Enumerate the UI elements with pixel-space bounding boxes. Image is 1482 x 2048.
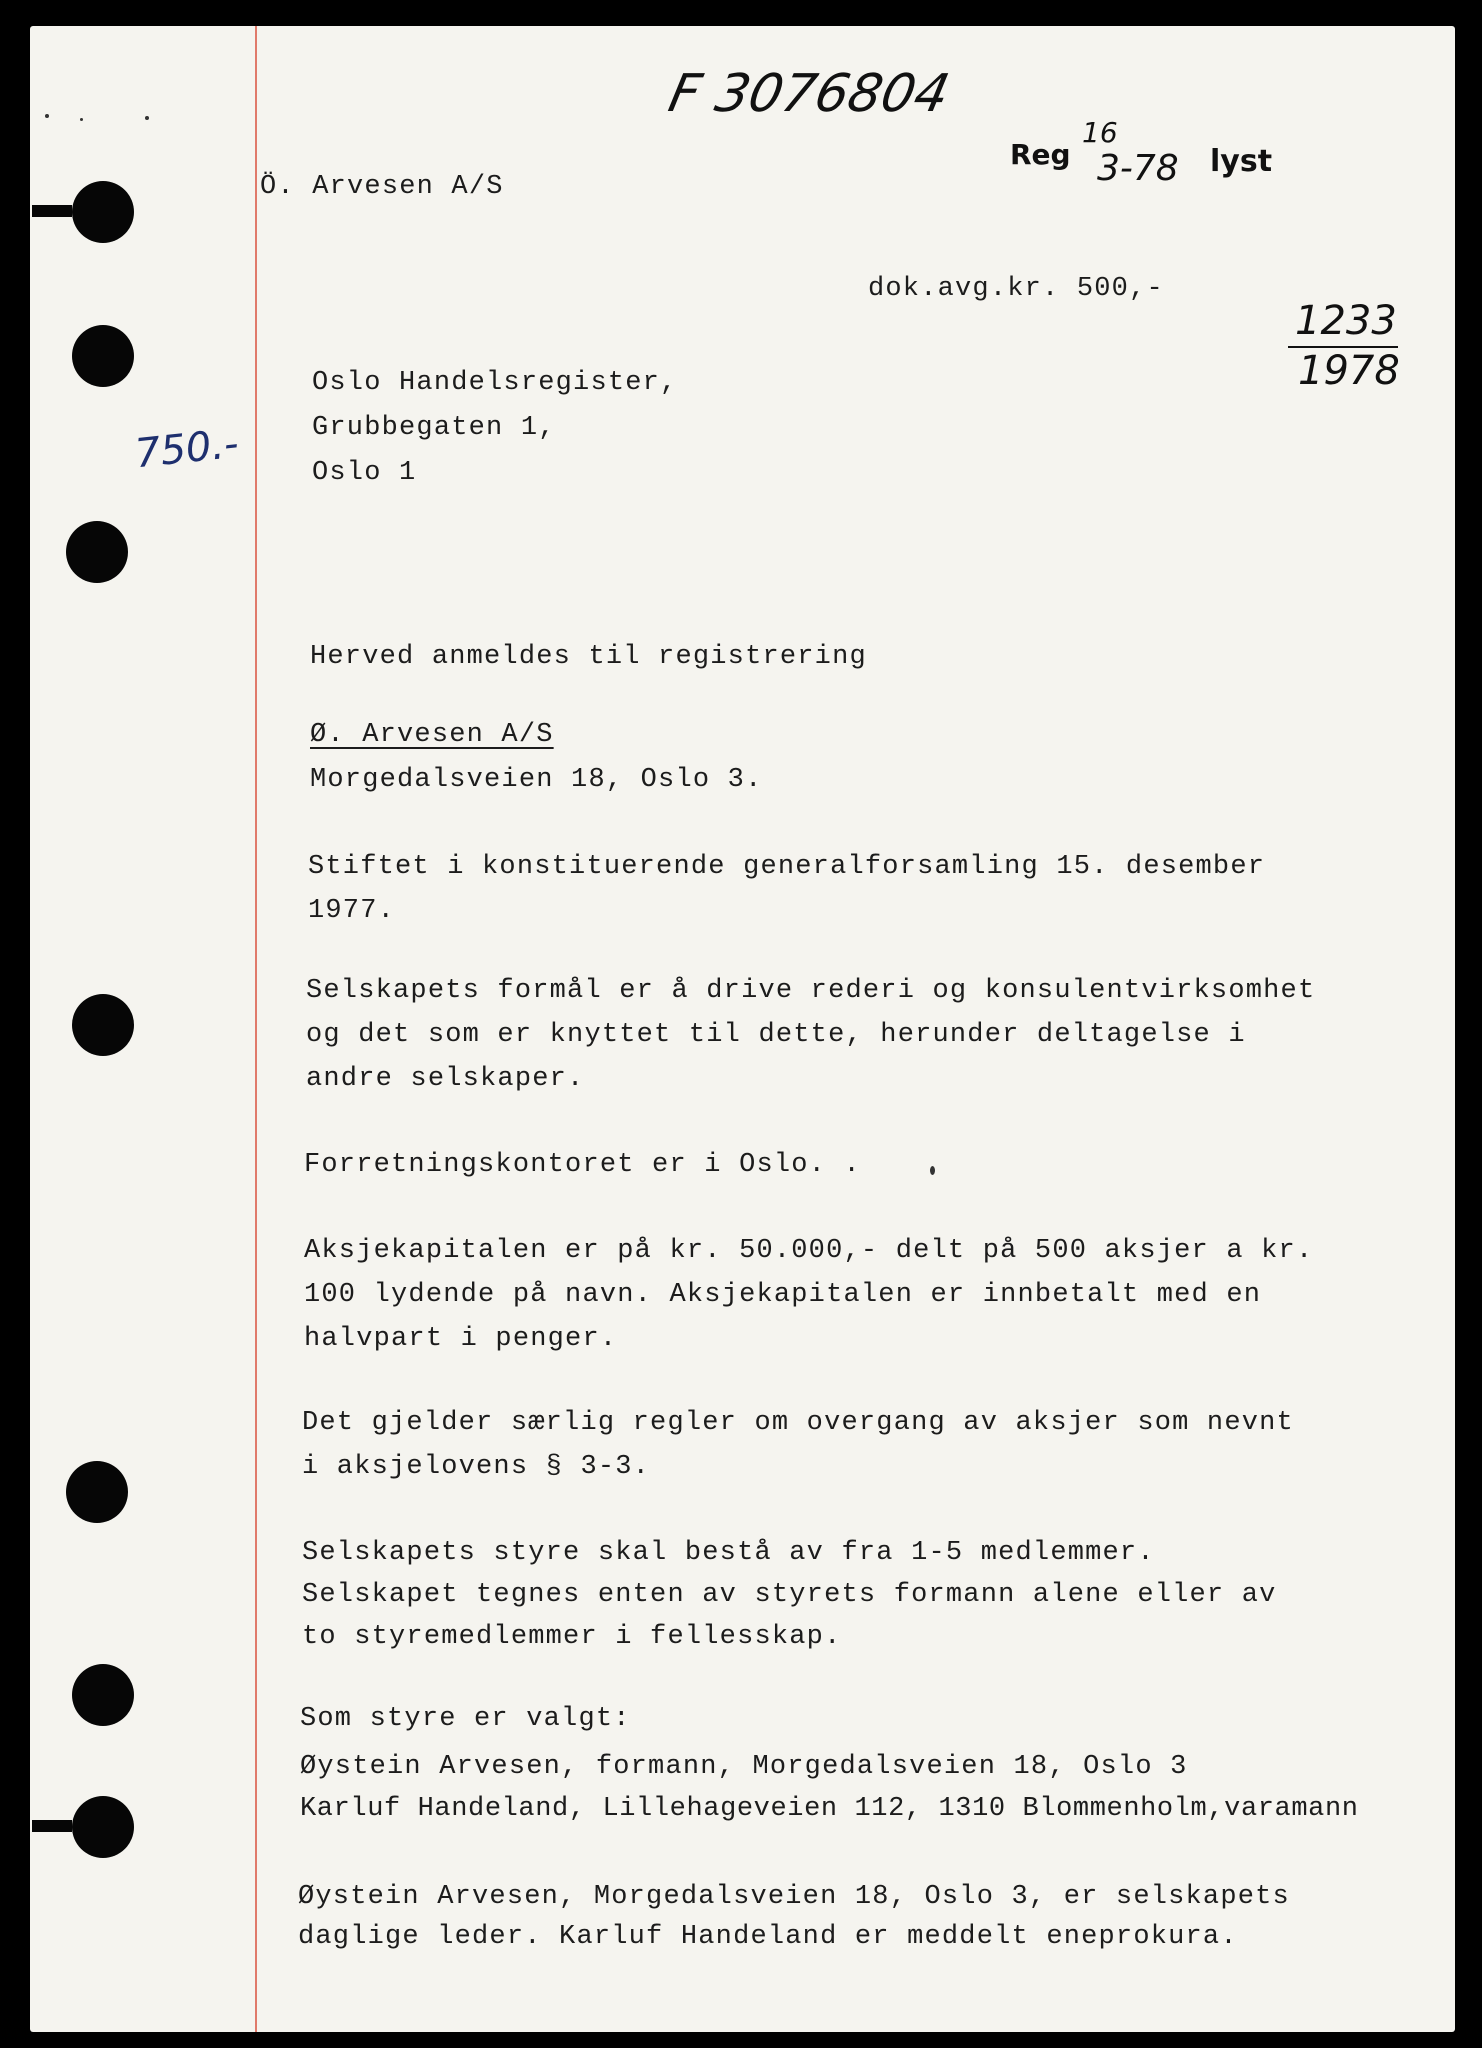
paragraph-line: Aksjekapitalen er på kr. 50.000,- delt på 500 aksjer a kr. <box>304 1236 1314 1266</box>
paragraph-line: Øystein Arvesen, formann, Morgedalsveien 18, Oslo 3 <box>300 1752 1188 1782</box>
paragraph-line: 1977. <box>308 896 396 926</box>
speck <box>930 1166 935 1175</box>
speck <box>45 114 49 118</box>
paragraph-line: Det gjelder særlig regler om overgang av aksjer som nevnt <box>302 1408 1294 1438</box>
recipient-line: Oslo Handelsregister, <box>312 368 678 398</box>
fee-note: dok.avg.kr. 500,- <box>868 274 1164 304</box>
paragraph-line: halvpart i penger. <box>304 1324 618 1354</box>
punch-hole <box>72 994 134 1056</box>
paragraph-line: daglige leder. Karluf Handeland er meddelt eneprokura. <box>298 1922 1238 1952</box>
recipient-line: Grubbegaten 1, <box>312 413 556 443</box>
punch-hole <box>72 325 134 387</box>
speck <box>145 116 149 120</box>
document-page <box>30 26 1455 2032</box>
reg-stamp-prefix: Reg <box>1010 138 1071 171</box>
company-name: Ø. Arvesen A/S <box>310 720 554 750</box>
paragraph-line: i aksjelovens § 3-3. <box>302 1452 651 1482</box>
paragraph-line: Karluf Handeland, Lillehageveien 112, 1310 Blommenholm,varamann <box>300 1794 1359 1824</box>
ref-number-handwritten: 1233 <box>1295 298 1397 344</box>
paragraph-line: Morgedalsveien 18, Oslo 3. <box>310 765 763 795</box>
reg-day-handwritten: 16 <box>1082 116 1118 149</box>
punch-hole <box>72 1664 134 1726</box>
paragraph-line: Stiftet i konstituerende generalforsamling 15. desember <box>308 852 1266 882</box>
punch-hole <box>72 181 134 243</box>
file-number-handwritten: F 3076804 <box>663 64 955 124</box>
margin-line <box>255 26 257 2032</box>
paragraph-line: andre selskaper. <box>306 1064 585 1094</box>
paragraph-line: og det som er knyttet til dette, herunder deltagelse i <box>306 1020 1246 1050</box>
paragraph-line: Herved anmeldes til registrering <box>310 642 867 672</box>
paragraph-line: to styremedlemmer i fellesskap. <box>302 1622 842 1652</box>
ref-year-handwritten: 1978 <box>1298 348 1400 394</box>
paragraph-line: Selskapet tegnes enten av styrets formann alene eller av <box>302 1580 1277 1610</box>
paragraph-line: 100 lydende på navn. Aksjekapitalen er innbetalt med en <box>304 1280 1262 1310</box>
punch-hole <box>66 521 128 583</box>
reg-stamp-suffix: lyst <box>1210 144 1273 179</box>
reg-date-handwritten: 3-78 <box>1097 148 1179 189</box>
punch-hole <box>72 1796 134 1858</box>
paragraph-line: Øystein Arvesen, Morgedalsveien 18, Oslo 3, er selskapets <box>298 1882 1290 1912</box>
paragraph-line: Som styre er valgt: <box>300 1704 631 1734</box>
speck <box>80 118 83 121</box>
paragraph-line: Selskapets styre skal bestå av fra 1-5 medlemmer. <box>302 1538 1155 1568</box>
recipient-line: Oslo 1 <box>312 458 417 488</box>
fee-handwritten: 750.- <box>132 420 241 478</box>
sender-line: Ö. Arvesen A/S <box>260 172 504 202</box>
punch-hole <box>66 1461 128 1523</box>
paragraph-line: Forretningskontoret er i Oslo. . <box>304 1150 861 1180</box>
paragraph-line: Selskapets formål er å drive rederi og konsulentvirksomhet <box>306 976 1316 1006</box>
